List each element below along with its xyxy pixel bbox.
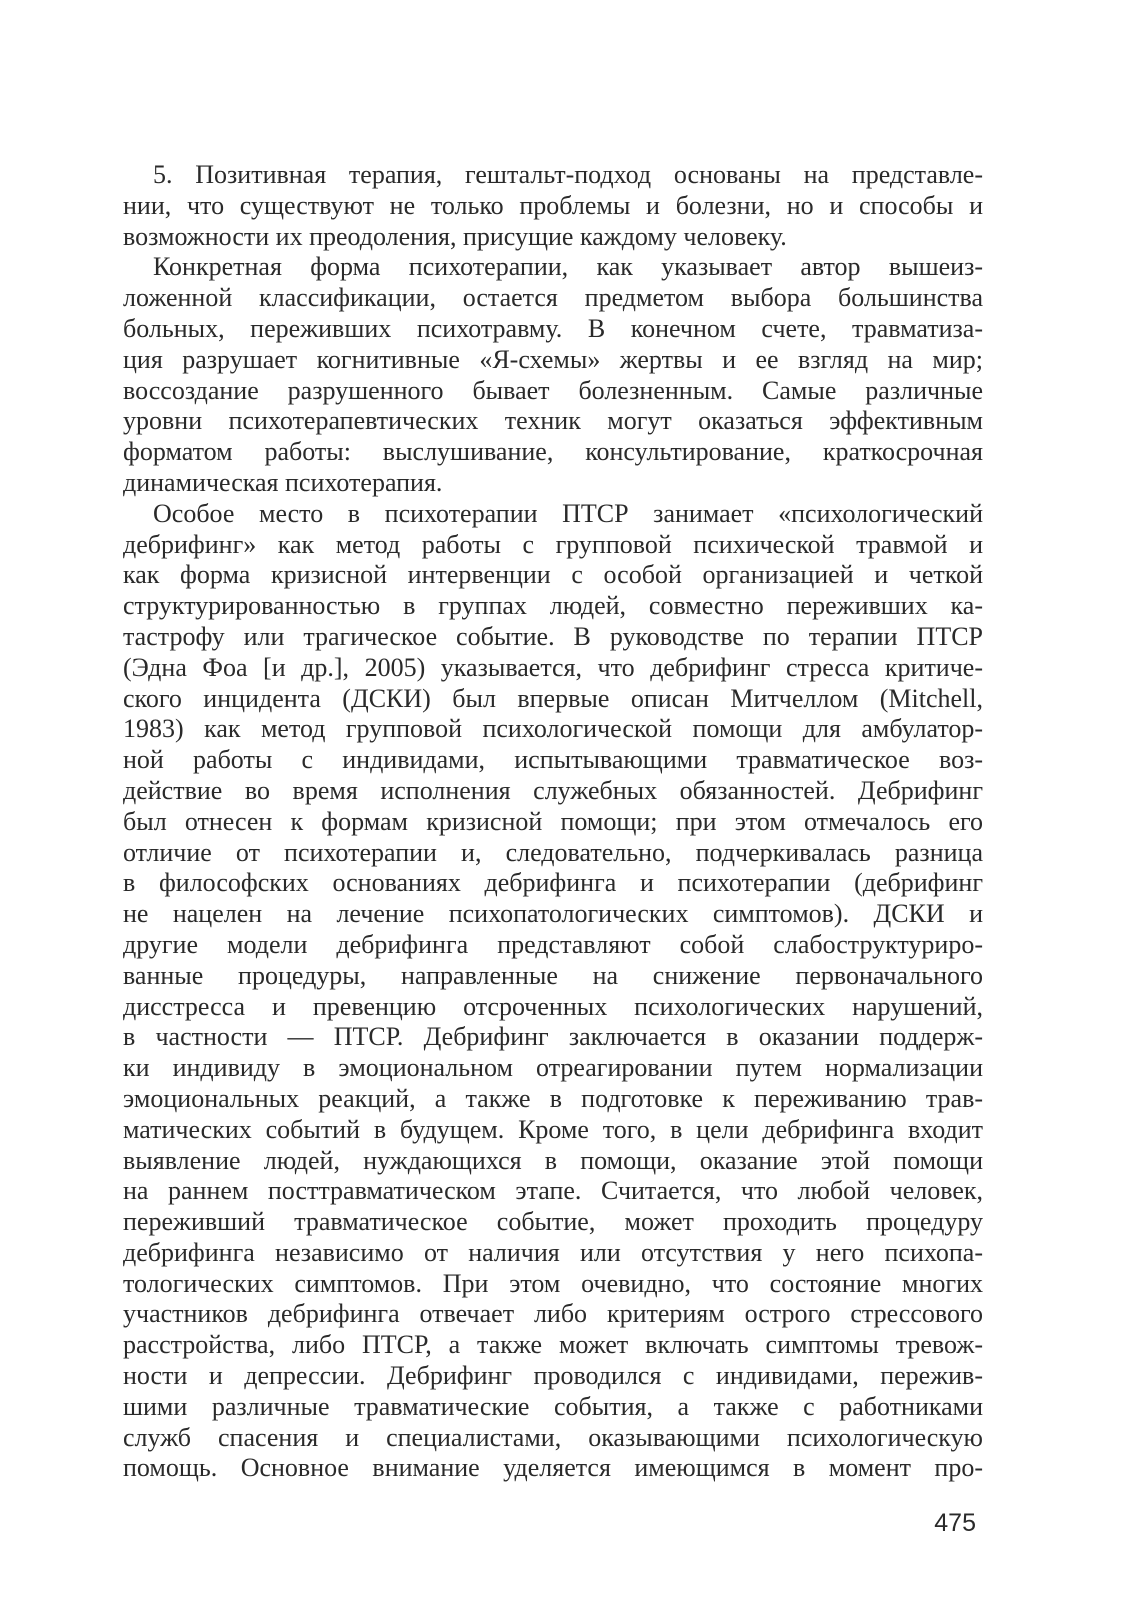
text-line: тологических симптомов. При этом очевидно, что состояние многих: [123, 1268, 983, 1298]
text-line: (Эдна Фоа [и др.], 2005) указывается, что дебрифинг стресса критиче-: [123, 652, 983, 682]
text-line: участников дебрифинга отвечает либо критериям острого стрессового: [123, 1299, 983, 1329]
text-line: матических событий в будущем. Кроме того, в цели дебрифинга входит: [123, 1114, 983, 1144]
text-line: ского инцидента (ДСКИ) был впервые описан Митчеллом (Mitchell,: [123, 683, 983, 713]
text-line: дебрифинг» как метод работы с групповой психической травмой и: [123, 529, 983, 559]
text-line: другие модели дебрифинга представляют собой слабоструктуриро-: [123, 929, 983, 959]
text-line: форматом работы: выслушивание, консультирование, краткосрочная: [123, 437, 983, 467]
text-line: нии, что существуют не только проблемы и болезни, но и способы и: [123, 190, 983, 220]
text-line: динамическая психотерапия.: [123, 467, 443, 497]
text-line: воссоздание разрушенного бывает болезненным. Самые различные: [123, 375, 983, 405]
text-line: Особое место в психотерапии ПТСР занимает «психологический: [153, 498, 983, 528]
text-line: шими различные травматические события, а также с работниками: [123, 1391, 983, 1421]
text-line: действие во время исполнения служебных обязанностей. Дебрифинг: [123, 775, 983, 805]
page-number: 475: [934, 1509, 976, 1537]
text-line: как форма кризисной интервенции с особой организацией и четкой: [123, 560, 983, 590]
text-line: ной работы с индивидами, испытывающими травматическое воз-: [123, 745, 983, 775]
text-line: дисстресса и превенцию отсроченных психологических нарушений,: [123, 991, 983, 1021]
text-line: тастрофу или трагическое событие. В руководстве по терапии ПТСР: [123, 621, 983, 651]
text-line: 5. Позитивная терапия, гештальт-подход основаны на представле-: [153, 160, 983, 189]
text-line: отличие от психотерапии и, следовательно, подчеркивалась разница: [123, 837, 983, 867]
text-line: в философских основаниях дебрифинга и психотерапии (дебрифинг: [123, 868, 983, 898]
text-line: больных, переживших психотравму. В конечном счете, травматиза-: [123, 313, 983, 343]
text-line: выявление людей, нуждающихся в помощи, оказание этой помощи: [123, 1145, 983, 1175]
body-text: [123, 160, 983, 1484]
text-line: ки индивиду в эмоциональном отреагировании путем нормализации: [123, 1053, 983, 1083]
text-line: на раннем посттравматическом этапе. Считается, что любой человек,: [123, 1176, 983, 1206]
text-line: был отнесен к формам кризисной помощи; при этом отмечалось его: [123, 806, 983, 836]
text-line: ванные процедуры, направленные на снижение первоначального: [123, 960, 983, 990]
text-line: не нацелен на лечение психопатологических симптомов). ДСКИ и: [123, 899, 983, 929]
text-line: дебрифинга независимо от наличия или отсутствия у него психопа-: [123, 1237, 983, 1267]
text-line: ности и депрессии. Дебрифинг проводился с индивидами, пережив-: [123, 1361, 983, 1391]
text-line: расстройства, либо ПТСР, а также может включать симптомы тревож-: [123, 1330, 983, 1360]
text-line: переживший травматическое событие, может проходить процедуру: [123, 1207, 983, 1237]
text-line: Конкретная форма психотерапии, как указывает автор вышеиз-: [153, 252, 983, 282]
text-line: ложенной классификации, остается предметом выбора большинства: [123, 283, 983, 313]
text-line: помощь. Основное внимание уделяется имеющимся в момент про-: [123, 1453, 983, 1483]
text-line: эмоциональных реакций, а также в подготовке к переживанию трав-: [123, 1083, 983, 1113]
text-line: структурированностью в группах людей, совместно переживших ка-: [123, 591, 983, 621]
text-line: служб спасения и специалистами, оказывающими психологическую: [123, 1422, 983, 1452]
text-line: возможности их преодоления, присущие каждому человеку.: [123, 221, 787, 251]
paragraph-1: [123, 160, 983, 252]
paragraph-3: [123, 499, 983, 1485]
text-line: ция разрушает когнитивные «Я-схемы» жертвы и ее взгляд на мир;: [123, 344, 983, 374]
text-line: в частности — ПТСР. Дебрифинг заключается в оказании поддерж-: [123, 1022, 983, 1052]
text-line: 1983) как метод групповой психологической помощи для амбулатор-: [123, 714, 983, 744]
paragraph-2: [123, 252, 983, 498]
text-line: уровни психотерапевтических техник могут оказаться эффективным: [123, 406, 983, 436]
